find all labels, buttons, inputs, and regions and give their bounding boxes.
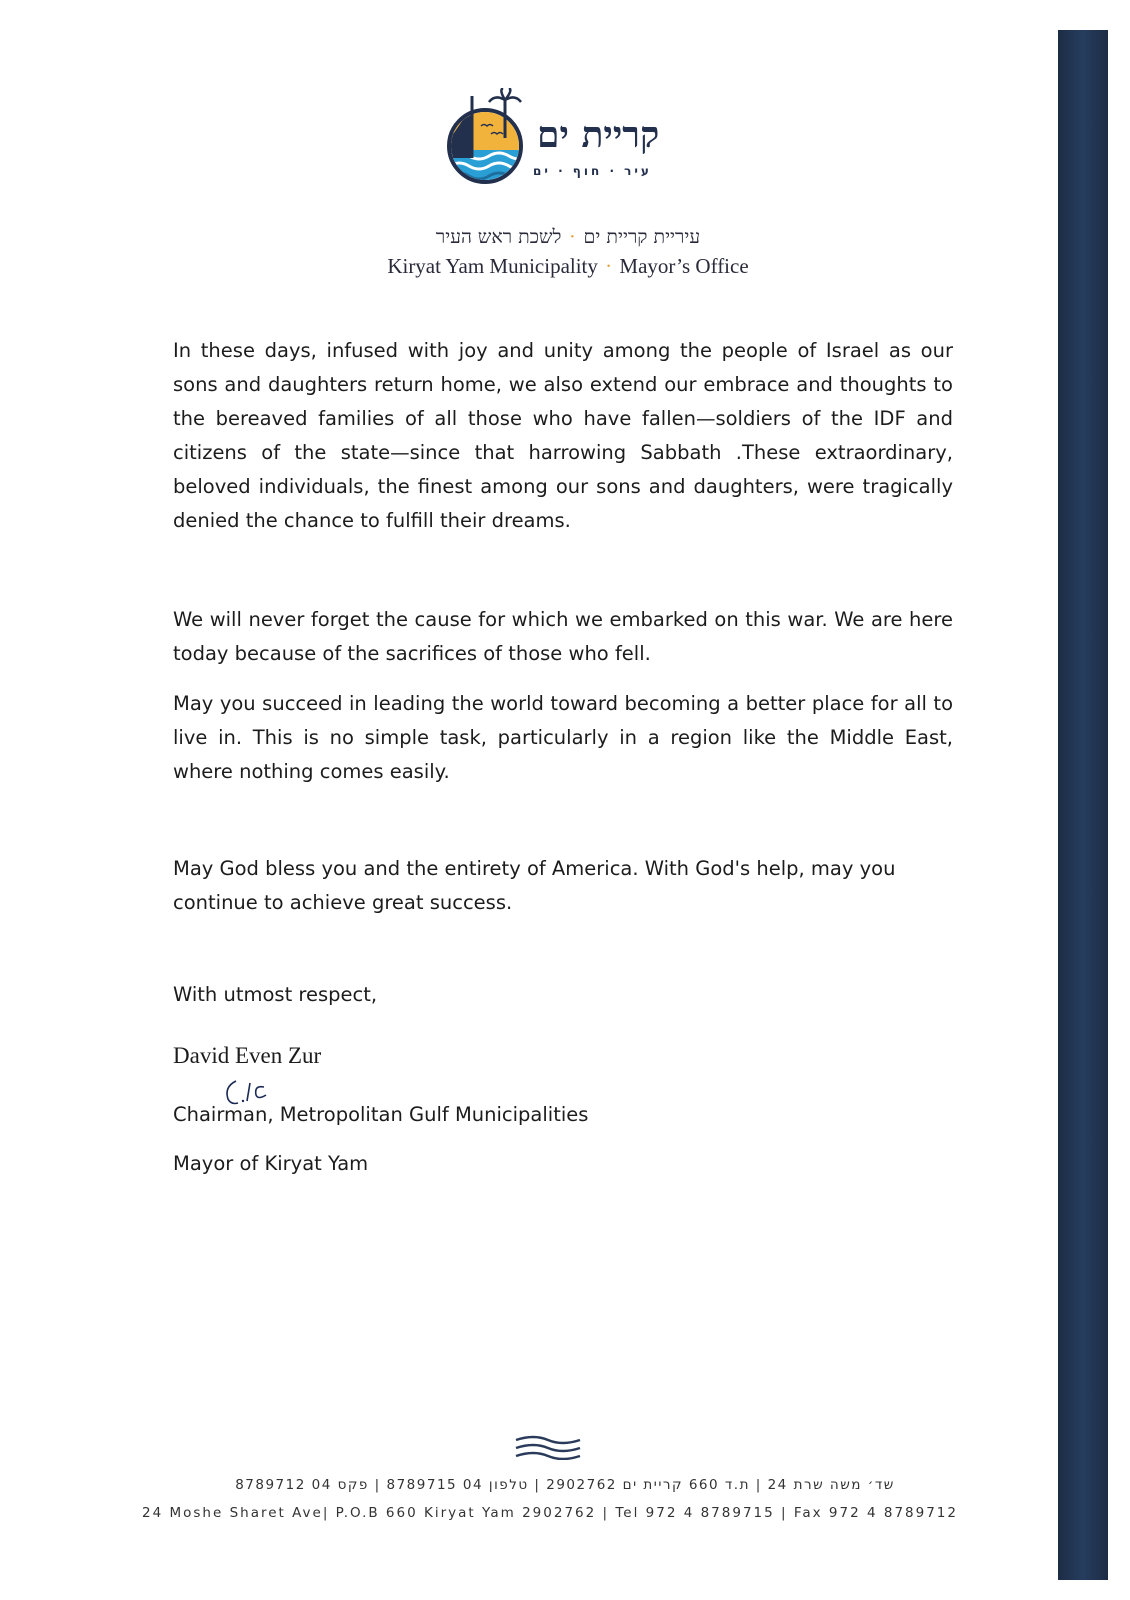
letter-paragraph-1: In these days, infused with joy and unity among the people of Israel as our sons and daughters return home, we also extend our embrace and thoughts to the bereaved families of all those who have fallen—soldiers of the IDF and citizens of the state—since that harrowing Sabbath .These extraordinary, beloved individuals, the finest among our sons and daughters, were tragically denied the chance to fulfill their dreams.	[173, 339, 953, 532]
footer-waves-icon	[512, 1432, 584, 1460]
logo-hebrew-name: קריית ים	[537, 114, 660, 156]
letter-paragraph-2: We will never forget the cause for which we embarked on this war. We are here today because of the sacrifices of those who fell.	[173, 608, 953, 665]
signatory-title-chairman: Chairman, Metropolitan Gulf Municipalities	[173, 1103, 589, 1126]
letter-paragraph-3: May you succeed in leading the world toward becoming a better place for all to live in. This is no simple task, particularly in a region like the Middle East, where nothing comes easily.	[173, 692, 953, 783]
letterhead-english	[3, 254, 1130, 279]
letterhead-hebrew-office: לשכת ראש העיר	[435, 226, 562, 248]
signatory-name: David Even Zur	[173, 1043, 322, 1068]
letterhead-english-office: Mayor’s Office	[619, 254, 749, 278]
separator-dot: ·	[605, 254, 613, 278]
municipality-logo	[445, 88, 685, 198]
separator-dot: ·	[569, 226, 576, 248]
closing-salutation: With utmost respect,	[173, 983, 378, 1006]
letterhead-english-municipality: Kiryat Yam Municipality	[387, 254, 598, 278]
footer-english-address: 24 Moshe Sharet Ave| P.O.B 660 Kiryat Yam 2902762 | Tel 972 4 8789715 | Fax 972 4 8789712	[142, 1505, 958, 1521]
letter-paragraph-4: May God bless you and the entirety of America. With God's help, may you continue to achieve great success.	[173, 857, 896, 914]
footer-hebrew-address: שד׳ משה שרת 24 | ת.ד 660 קריית ים 2902762 | טלפון 04 8789715 | פקס 04 8789712	[235, 1477, 895, 1493]
letterhead-hebrew	[3, 226, 1130, 249]
logo-hebrew-tagline: עיר · חוף · ים	[533, 164, 652, 178]
letterhead-hebrew-municipality: עיריית קריית ים	[583, 226, 701, 248]
signatory-title-mayor: Mayor of Kiryat Yam	[173, 1152, 369, 1175]
logo-emblem-icon	[445, 88, 535, 188]
